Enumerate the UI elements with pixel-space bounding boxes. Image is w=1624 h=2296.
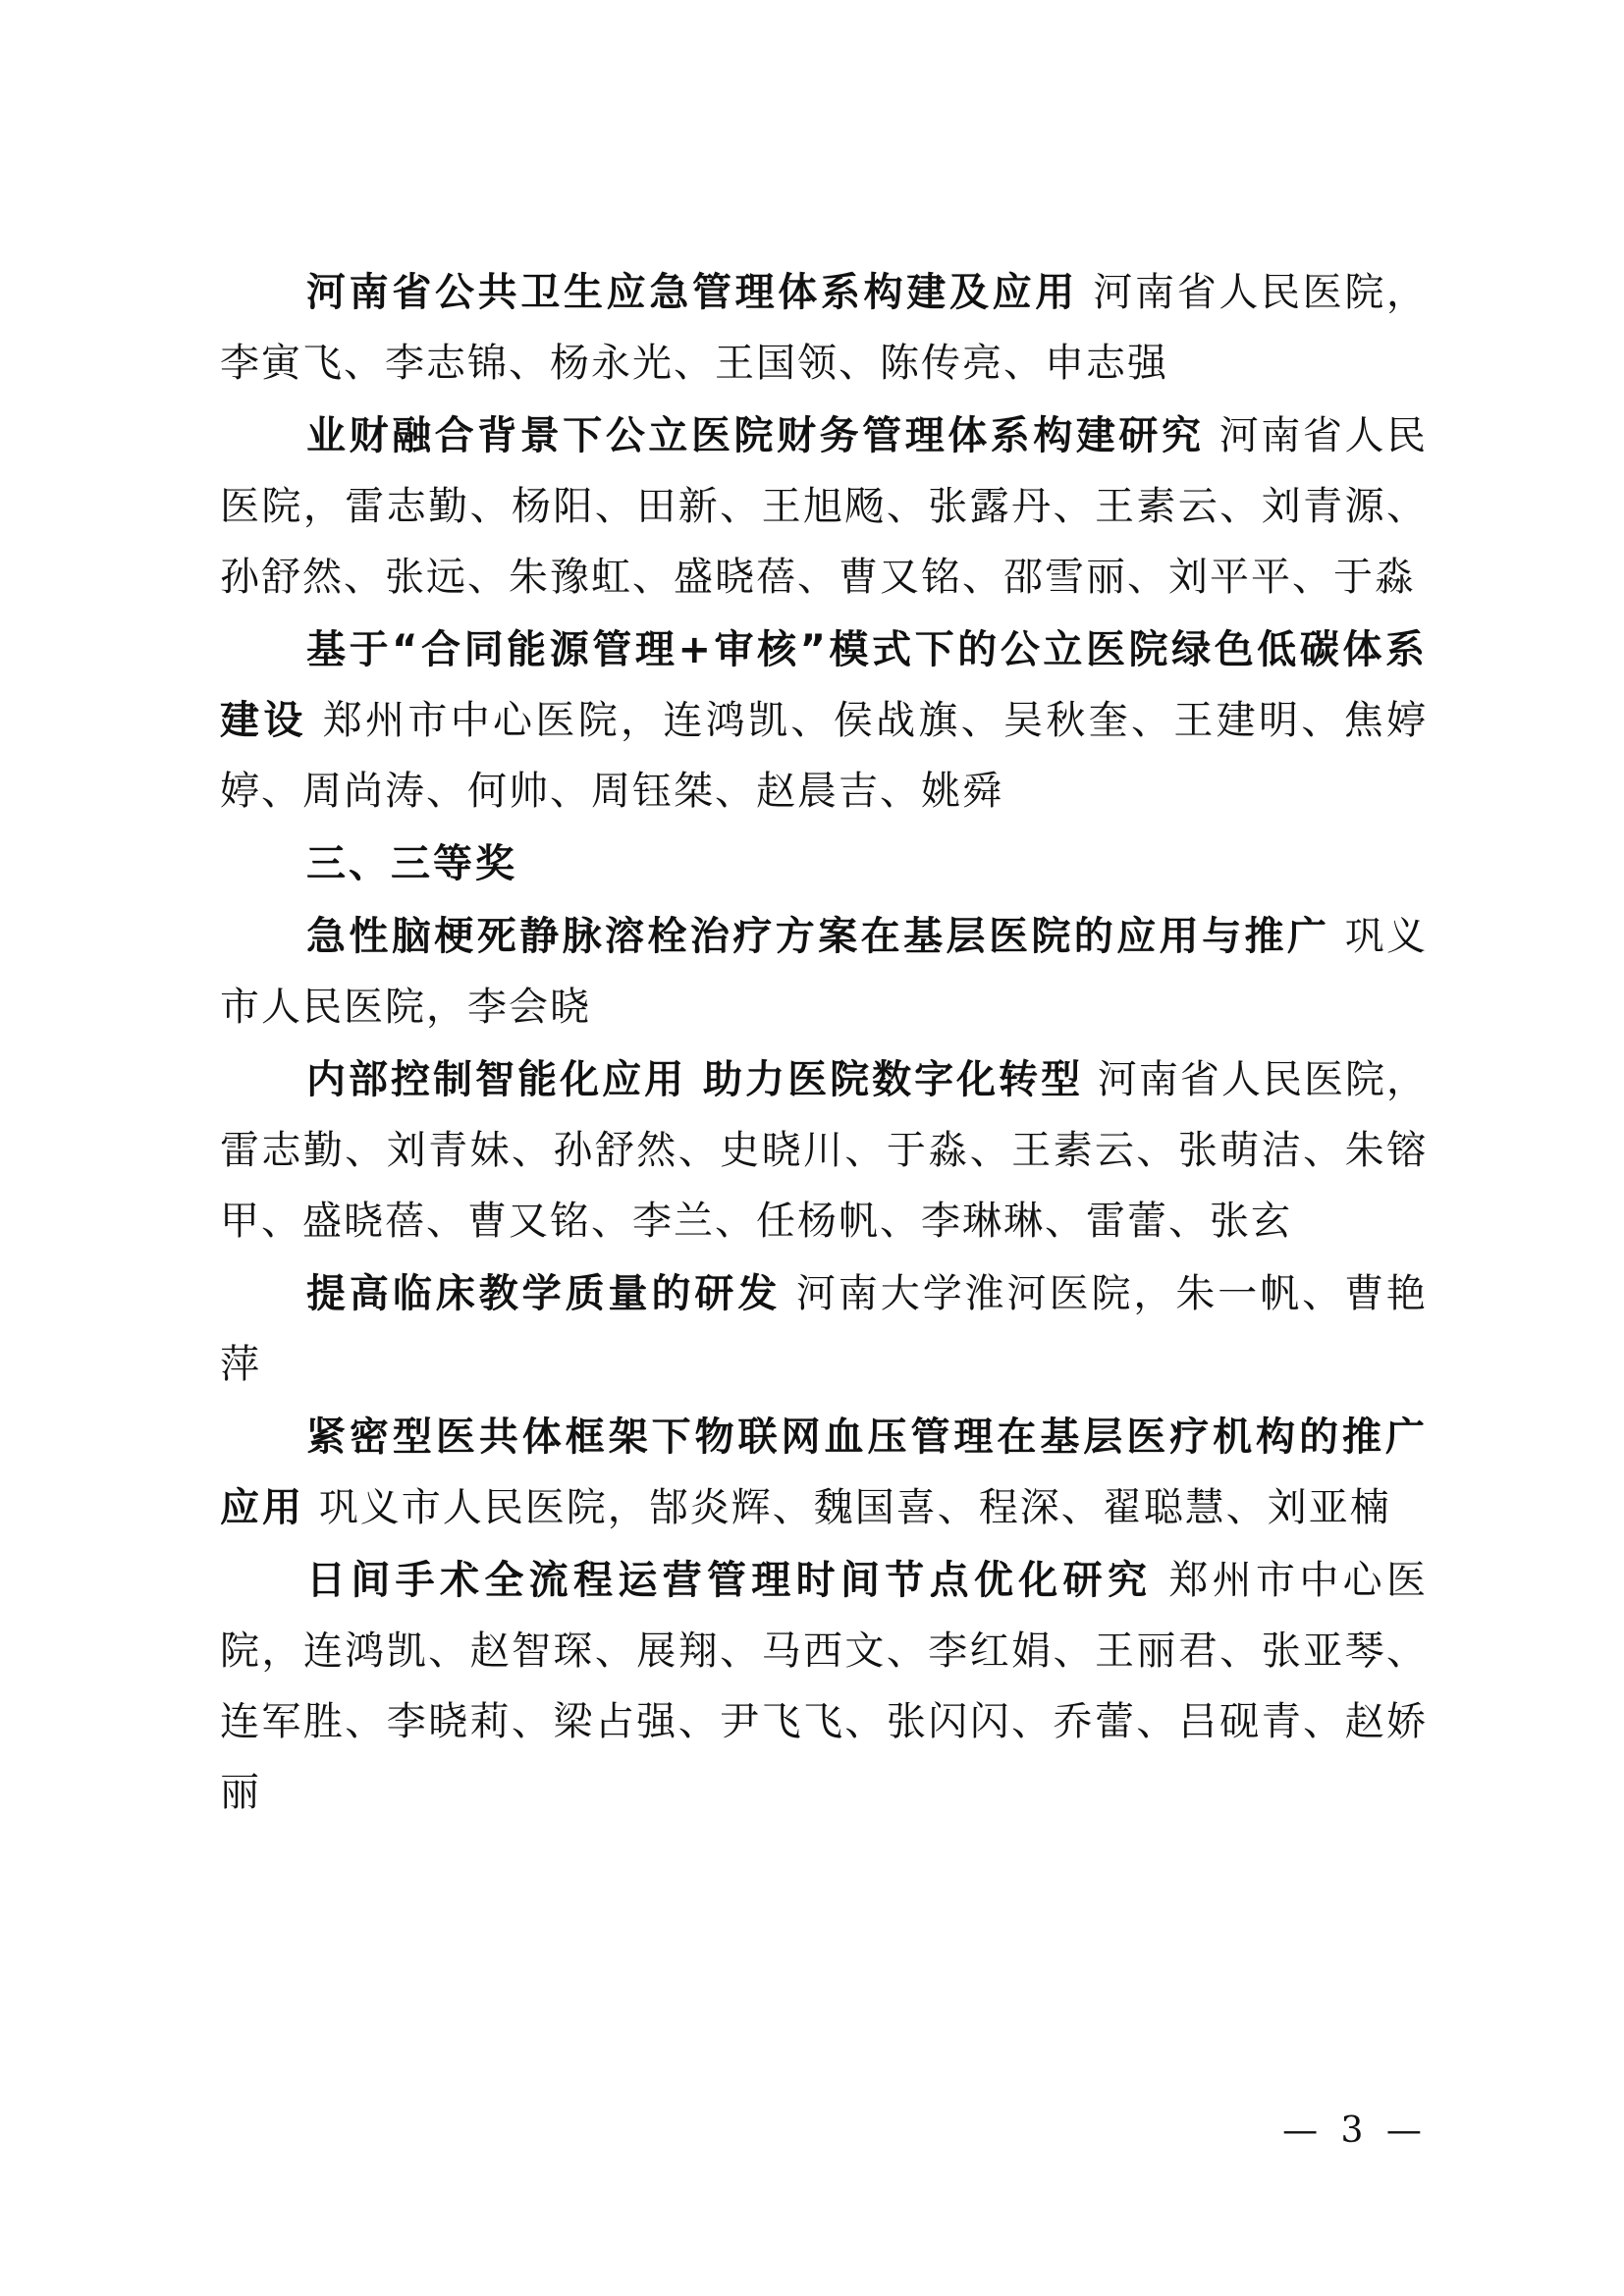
organization-authors: 河南大学淮河医院，朱一帆、曹艳萍	[220, 1271, 1429, 1387]
project-title: 急性脑梗死静脉溶栓治疗方案在基层医院的应用与推广	[306, 914, 1330, 959]
document-body	[220, 257, 1428, 1830]
project-title: 基于“合同能源管理+审核”模式下的公立医院绿色低碳体系建设	[220, 627, 1428, 743]
award-entry	[220, 1545, 1428, 1828]
organization-authors: 河南省人民医院，李寅飞、李志锦、杨永光、王国领、陈传亮、申志强	[220, 270, 1429, 386]
award-entry	[220, 901, 1428, 1042]
project-title: 河南省公共卫生应急管理体系构建及应用	[306, 270, 1078, 315]
award-entry	[220, 1402, 1428, 1543]
section-heading: 三、三等奖	[306, 841, 517, 886]
organization-authors: 巩义市人民医院，李会晓	[220, 914, 1429, 1030]
organization-authors: 郑州市中心医院，连鸿凯、赵智琛、展翔、马西文、李红娟、王丽君、张亚琴、连军胜、李晓莉、梁占强、尹飞飞、张闪闪、乔蕾、吕砚青、赵娇丽	[220, 1558, 1429, 1815]
organization-authors: 河南省人民医院，雷志勤、杨阳、田新、王旭飏、张露丹、王素云、刘青源、孙舒然、张远、朱豫虹、盛晓蓓、曹又铭、邵雪丽、刘平平、于淼	[220, 413, 1429, 600]
award-entry	[220, 400, 1428, 613]
project-title: 提高临床教学质量的研发	[306, 1271, 782, 1316]
organization-authors: 巩义市人民医院，郜炎辉、魏国喜、程深、翟聪慧、刘亚楠	[318, 1485, 1391, 1530]
project-title: 紧密型医共体框架下物联网血压管理在基层医疗机构的推广应用	[220, 1415, 1428, 1530]
award-entry	[220, 257, 1428, 399]
award-entry	[220, 1044, 1428, 1256]
project-title: 内部控制智能化应用 助力医院数字化转型	[306, 1057, 1084, 1102]
award-entry	[220, 614, 1428, 827]
award-entry	[220, 1258, 1428, 1400]
organization-authors: 郑州市中心医院，连鸿凯、侯战旗、吴秋奎、王建明、焦婷婷、周尚涛、何帅、周钰桀、赵晨吉、姚舜	[220, 698, 1429, 814]
project-title: 业财融合背景下公立医院财务管理体系构建研究	[306, 413, 1205, 458]
project-title: 日间手术全流程运营管理时间节点优化研究	[306, 1558, 1153, 1603]
page-number: — 3 —	[1282, 2110, 1428, 2151]
organization-authors: 河南省人民医院，雷志勤、刘青妹、孙舒然、史晓川、于淼、王素云、张萌洁、朱镕甲、盛晓蓓、曹又铭、李兰、任杨帆、李琳琳、雷蕾、张玄	[220, 1057, 1428, 1244]
